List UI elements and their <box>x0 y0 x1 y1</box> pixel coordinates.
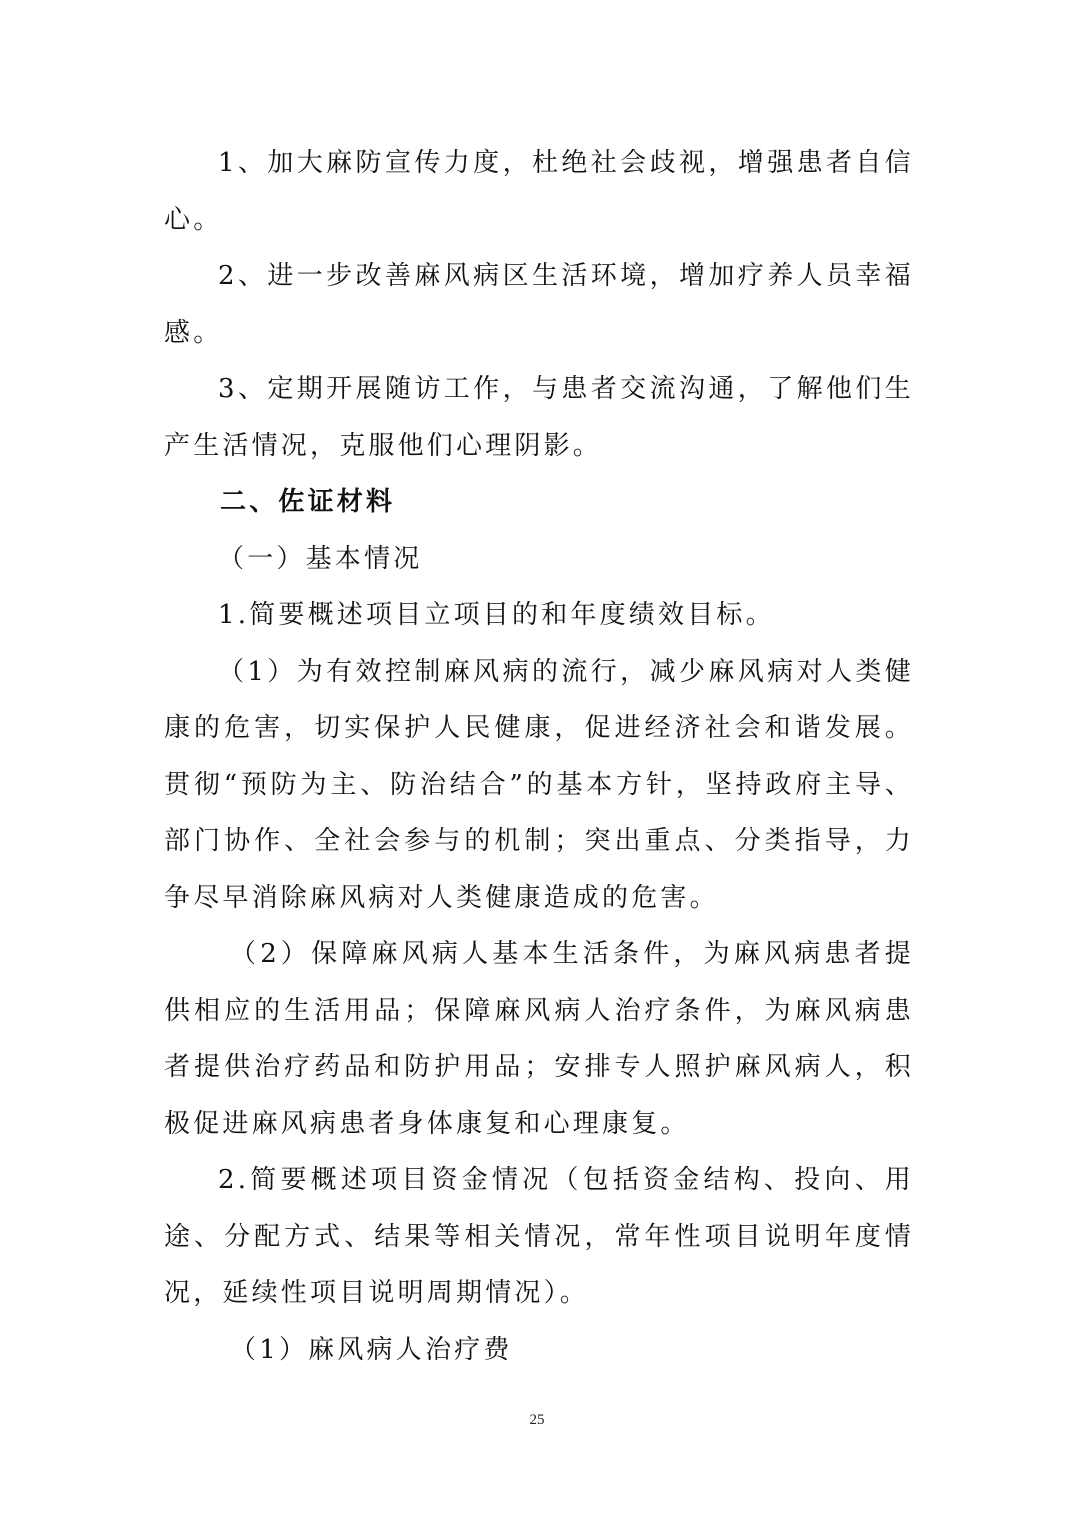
paragraph-item-2: 2、进一步改善麻风病区生活环境，增加疗养人员幸福感。 <box>164 261 914 348</box>
paragraph-objectives-title: 1.简要概述项目立项目的和年度绩效目标。 <box>218 600 775 630</box>
paragraph-funding-item-1: （1）麻风病人治疗费 <box>230 1334 513 1365</box>
paragraph-item-1: 1、加大麻防宣传力度，杜绝社会歧视，增强患者自信心。 <box>164 148 914 235</box>
paragraph-objective-1: （1）为有效控制麻风病的流行，减少麻风病对人类健康的危害，切实保护人民健康，促进经济社会和谐发展。贯彻“预防为主、防治结合”的基本方针，坚持政府主导、部门协作、全社会参与的机制；突出重点、分类指导，力争尽早消除麻风病对人类健康造成的危害。 <box>164 656 914 913</box>
document-body <box>164 135 914 1378</box>
section-heading-evidence: 二、佐证材料 <box>220 487 396 517</box>
subsection-heading-basic-info: （一）基本情况 <box>218 543 423 574</box>
paragraph-item-3: 3、定期开展随访工作，与患者交流沟通，了解他们生产生活情况，克服他们心理阴影。 <box>164 374 914 461</box>
page-number: 25 <box>529 1412 545 1428</box>
paragraph-funding-title: 2.简要概述项目资金情况（包括资金结构、投向、用途、分配方式、结果等相关情况，常年性项目说明年度情况，延续性项目说明周期情况）。 <box>164 1165 914 1308</box>
paragraph-objective-2: （2）保障麻风病人基本生活条件，为麻风病患者提供相应的生活用品；保障麻风病人治疗条件，为麻风病患者提供治疗药品和防护用品；安排专人照护麻风病人，积极促进麻风病患者身体康复和心理康复。 <box>164 939 914 1139</box>
